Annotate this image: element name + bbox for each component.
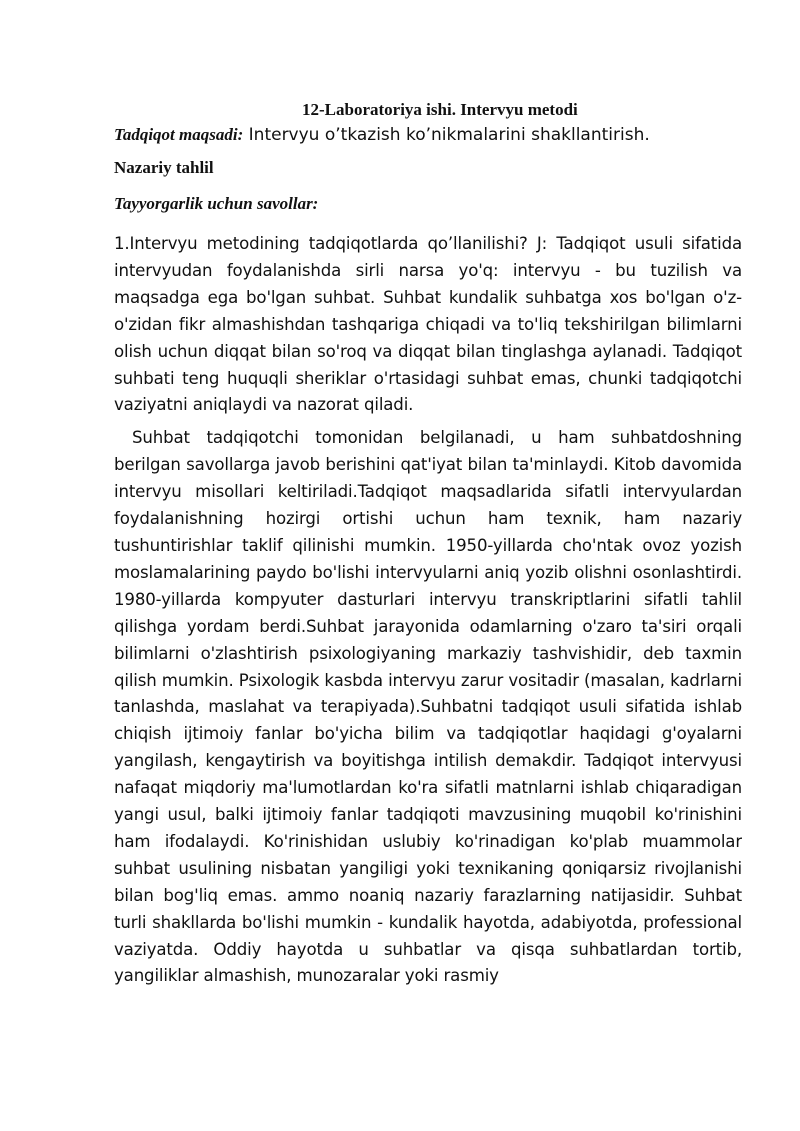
document-title: 12-Laboratoriya ishi. Intervyu metodi bbox=[302, 100, 578, 119]
paragraph-2-container bbox=[114, 419, 742, 1042]
subheading: Tayyorgarlik uchun savollar: bbox=[114, 194, 319, 213]
document-page bbox=[114, 96, 742, 1042]
research-purpose bbox=[114, 124, 742, 146]
section-heading: Nazariy tahlil bbox=[114, 158, 214, 177]
paragraph-1: 1.Intervyu metodining tadqiqotlarda qo’llanilishi? J: Tadqiqot usuli sifatida intervyudan foydalanishda sirli narsa yo'q: intervyu - bu tuzilish va maqsadga ega bo'lgan suhbat. Suhbat kundalik suhbatga xos bo'lgan o'z-o'zidan fikr almashishdan tashqariga chiqadi va to'liq tekshirilgan bilimlarni olish uchun diqqat bilan so'roq va diqqat bilan tinglashga aylanadi. Tadqiqot suhbati teng huquqli sheriklar o'rtasidagi suhbat emas, chunki tadqiqotchi vaziyatni aniqlaydi va nazorat qiladi. bbox=[114, 234, 742, 415]
research-purpose-label: Tadqiqot maqsadi: bbox=[114, 125, 244, 144]
research-purpose-text: Intervyu o’tkazish ko’nikmalarini shakllantirish. bbox=[243, 125, 650, 145]
paragraph-2: Suhbat tadqiqotchi tomonidan belgilanadi, u ham suhbatdoshning berilgan savollarga javob berishini qat'iyat bilan ta'minlaydi. Kitob davomida intervyu misollari keltiriladi.Tadqiqot maqsadlarida sifatli intervyulardan foydalanishning hozirgi ortishi uchun ham texnik, ham nazariy tushuntirishlar taklif qilinishi mumkin. 1950-yillarda cho'ntak ovoz yozish moslamalarining paydo bo'lishi intervyularni aniq yozib olishni osonlashtirdi. 1980-yillarda kompyuter dasturlari intervyu transkriptlarini sifatli tahlil qilishga yordam berdi.Suhbat jarayonida odamlarning o'zaro ta'siri orqali bilimlarni o'zlashtirish psixologiyaning markaziy tashvishidir, deb taxmin qilish mumkin. Psixologik kasbda intervyu zarur vositadir (masalan, kadrlarni tanlashda, maslahat va terapiyada).Suhbatni tadqiqot usuli sifatida ishlab chiqish ijtimoiy fanlar bo'yicha bilim va tadqiqotlar haqidagi g'oyalarni yangilash, kengaytirish va boyitishga intilish demakdir. Tadqiqot intervyusi nafaqat miqdoriy ma'lumotlardan ko'ra sifatli matnlarni ishlab chiqaradigan yangi usul, balki ijtimoiy fanlar tadqiqoti mavzusining muqobil ko'rinishini ham ifodalaydi. Ko'rinishidan uslubiy ko'rinadigan ko'plab muammolar suhbat usulining nisbatan yangiligi yoki texnikaning qoniqarsiz rivojlanishi bilan bog'liq emas. ammo noaniq nazariy farazlarning natijasidir. Suhbat turli shakllarda bo'lishi mumkin - kundalik hayotda, adabiyotda, professional vaziyatda. Oddiy hayotda u suhbatlar va qisqa suhbatlardan tortib, yangiliklar almashish, munozaralar yoki rasmiy bbox=[114, 428, 742, 986]
